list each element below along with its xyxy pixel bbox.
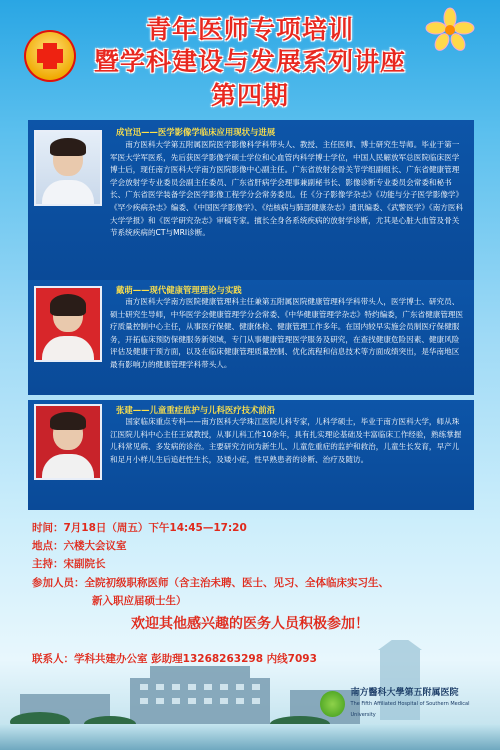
speaker-1-name-title: 成官迅——医学影像学临床应用现状与进展 (116, 127, 276, 137)
host-value: 宋副院长 (63, 558, 106, 570)
contact-value: 学科共建办公室 彭助理13268263298 内线7093 (74, 653, 317, 665)
speaker-2-name-title: 戴萌——现代健康管理理论与实践 (116, 285, 242, 295)
hospital-logo-subtitle: The Fifth Affiliated Hospital of Southern Medical University (350, 700, 470, 718)
event-time (32, 520, 247, 535)
speaker-photo-2 (34, 286, 102, 362)
attendees-label: 参加人员： (32, 577, 85, 589)
header (0, 0, 500, 118)
speaker-photo-3 (34, 404, 102, 480)
welcome-message: 欢迎其他感兴趣的医务人员积极参加！ (131, 616, 369, 632)
host-label: 主持： (32, 558, 64, 570)
title-line-3: 第四期 (210, 81, 289, 110)
hospital-logo (320, 687, 488, 718)
hospital-logo-text (351, 688, 488, 721)
title-line-1: 青年医师专项培训 (145, 15, 354, 44)
speaker-photo-1 (34, 130, 102, 206)
time-label: 时间： (32, 522, 64, 534)
speaker-3-name-title: 张建——儿童重症监护与儿科医疗技术前沿 (116, 405, 276, 415)
speaker-2-bio: 南方医科大学南方医院健康管理科主任兼第五附属医院健康管理科学科带头人，医学博士、研究员、硕士研究生导师，中华医学会健康管理学分会常委、《中华健康管理学杂志》特约编委，广东省健康管理医疗质量控制中心主任，从事医疗保健、健康体检、健康管理工作多年。在国内较早实施会员制医疗保健服务，开拓临床预防保健服务新领域，专门从事健康管理医学服务及研究，在查找健康危险因素、健康风险评估及健康干预方面，以及在临床健康管理质量控制、优化流程和信息技术等方面成绩突出，是华南地区最有影响力的健康管理学科带头人。 (110, 297, 464, 369)
speaker-1-bio: 南方医科大学第五附属医院医学影像科学科带头人、教授、主任医师、博士研究生导师。毕业于第一军医大学军医系，先后获医学影像学硕士学位和心血管内科学博士学位，中国人民解放军总医院临床医学博士后，现任南方医科大学南方医院影像中心副主任。广东省放射会骨关节学组副组长、广东省健康管理学会放射学专业委员会副主任委员、广东省肝病学会理事兼副秘书长、影像诊断专业委员会常委和秘书长、广东省医学装备学会医学影像工程学分会常务委员。任《分子影像学杂志》《功能与分子医学影像学》《罕少疾病杂志》编委、《中国医学影像学》、《结核病与肺部健康杂志》通讯编委、《武警医学》《南方医科大学学报》和《医学研究杂志》审稿专家。擅长全身各系统疾病的放射学诊断，尤其是心脏大血管及骨关节系统疾病的CT与MRI诊断。 (110, 140, 464, 238)
speaker-3-bio: 国家临床重点专科——南方医科大学珠江医院儿科专家，儿科学硕士，毕业于南方医科大学，师从珠江医院儿科中心主任王斌教授，从事儿科工作10余年，具有扎实理论基础及丰富临床工作经验，熟练掌握儿科常见病、多发病的诊治。主要研究方向为新生儿、儿童危重症的监护和救治，儿童生长发育，早产儿和足月小样儿生后追赶性生长，及矮小症，性早熟患者的诊断、治疗及随访。 (110, 417, 462, 464)
speaker-panel-3 (28, 400, 474, 510)
event-place (32, 538, 127, 553)
event-attendees (32, 575, 389, 590)
speaker-panel-1 (28, 120, 474, 280)
speaker-panel-2 (28, 280, 474, 395)
time-value: 7月18日（周五）下午14:45—17:20 (63, 522, 247, 534)
contact-label: 联系人： (32, 653, 74, 665)
attendees-value-1: 全院初级职称医师（含主治未聘、医士、见习、全体临床实习生、 (84, 577, 389, 589)
place-label: 地点： (32, 540, 64, 552)
contact-line (32, 651, 317, 666)
hospital-logo-icon (320, 691, 345, 717)
place-value: 六楼大会议室 (63, 540, 127, 552)
hospital-logo-name: 南方醫科大學第五附属医院 (350, 687, 459, 698)
title-line-2: 暨学科建设与发展系列讲座 (93, 47, 406, 76)
event-attendees-line-2: 新入职应届硕士生） (92, 595, 187, 607)
event-host (32, 556, 106, 571)
